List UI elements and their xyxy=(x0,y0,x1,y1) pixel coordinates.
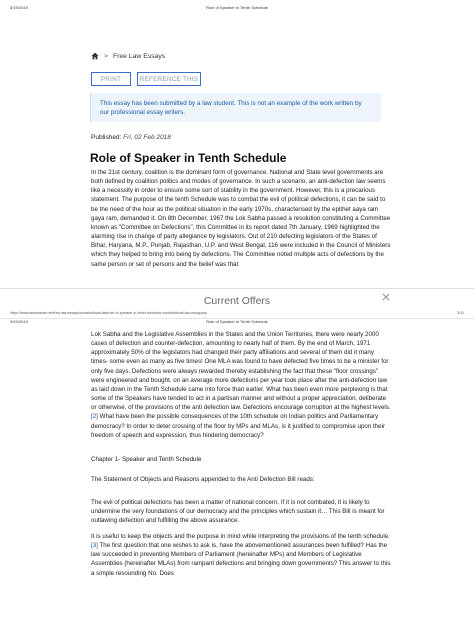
paragraph-2-text-a: Lok Sabha and the Legislative Assemblies in the States and the Union Territories, there were nearly 2000 cases of defection and counter-defection, amounting to nearly half of them. By the end of March, 1971 approximately 50% of the legislators had changed their party affiliations and several of them did it many times- some even as many as five times! One MLA was found to have defected five times to be a minister for only five days. Defections were always rewarded thereby establishing the fact that these "floor crossings" were engineered and bought. on an average more defections per year took place after the anti-defection law as laid down in the Tenth Schedule came into force than earlier. What has been even more perplexing is that some of the Speakers have tended to act in a partisan manner and without a proper appreciation, deliberate or otherwise, of the provisions of the anti defection law. Defections encourage corruption at the highest levels. xyxy=(91,331,391,412)
paragraph-5-text-a: It is useful to keep the objects and the purpose in mind while interpreting the provisions of the tenth schedule. xyxy=(91,533,390,540)
print-footer xyxy=(0,310,474,318)
print-header xyxy=(0,0,474,12)
statement-of-objects: The Statement of Objects and Reasons appended to the Anti Defection Bill reads: xyxy=(91,476,315,483)
print-page-2 xyxy=(0,318,474,632)
breadcrumb xyxy=(91,52,165,60)
breadcrumb-link-free-law-essays[interactable]: Free Law Essays xyxy=(112,52,166,60)
essay-paragraph-2 xyxy=(91,330,391,440)
print-button[interactable]: PRINT xyxy=(91,72,131,86)
action-buttons xyxy=(91,72,201,86)
chapter-heading: Chapter 1- Speaker and Tenth Schedule xyxy=(91,456,202,463)
home-icon[interactable] xyxy=(91,52,99,60)
paragraph-2-text-b: What have been the possible consequences of the 10th schedule on Indian politics and Parliamentary democracy? In order to deter crossing of the floor by MPs and MLAs, is it justified to compromise upon their freedom of speech and expression, thus hindering democracy? xyxy=(91,413,386,439)
essay-paragraph-5 xyxy=(91,532,391,578)
current-offers-title[interactable]: Current Offers xyxy=(203,295,271,307)
print-header-2 xyxy=(0,318,474,326)
reference-this-button[interactable]: REFERENCE THIS xyxy=(137,72,201,86)
breadcrumb-separator: > xyxy=(104,52,108,60)
close-icon[interactable] xyxy=(382,293,390,301)
paragraph-5-text-b: The first question that one wishes to ask is, have the abovementioned assurances been fulfilled? Has the law succeeded in preventing Members of Parliament (hereinafter MPs) and Members of Legislative Assemblies (hereinafter MLAs) from rampant defections and bringing down governments? This answer to this a simple resounding No. Does xyxy=(91,542,391,577)
student-essay-notice: This essay has been submitted by a law student. This is not an example of the work written by our professional essay writers. xyxy=(90,93,381,122)
print-title-2: Role of Speaker In Tenth Schedule xyxy=(206,319,268,324)
print-footer-url: https://www.lawteacher.net/free-law-essays/constitutional-law/role-of-speaker-in-tenth-schedule-constitutional-law-essay.php xyxy=(10,311,208,315)
footnote-ref-3[interactable]: [3] xyxy=(91,542,98,550)
published-line xyxy=(91,134,171,141)
essay-title: Role of Speaker in Tenth Schedule xyxy=(90,151,287,165)
print-date: 3/19/2019 xyxy=(10,5,28,10)
print-footer-page: 3/11 xyxy=(457,311,464,315)
footnote-ref-2[interactable]: [2] xyxy=(91,413,98,421)
essay-paragraph-1: In the 21st century, coalition is the dominant form of governance. National and State level governments are both defined by coalition politics and modes of governance. In such a scenario, an anti-defection law seems like a necessity in order to ensure some sort of stability in the government. However, this is a precarious statement. The purpose of the tenth Schedule was to combat the evil of political defections, it can be said to be the need of the hour as the political situation in the early 1970s, characterised by the epithet aaya ram gaya ram, demanded it. On 8th December, 1967 the Lok Sabha passed a resolution constituting a Committee known as "Committee on Defections", this Committee in its report dated 7th January, 1969 highlighted the alarming rise in change of party allegiance by legislators. Out of 210 defecting legislators of the States of Bihar, Haryana, M.P., Punjab, Rajasthan, U.P. and West Bengal, 116 were included in the Council of Ministers which they helped to bring into being by defections. The Committee noted multiple acts of defections by the same person or set of persons and the belief was that xyxy=(91,169,391,268)
print-title: Role of Speaker In Tenth Schedule xyxy=(206,5,268,10)
quoted-statement: The evil of political defections has been a matter of national concern. If it is not combated, it is likely to undermine the very foundations of our democracy and the principles which sustain it… This Bill is meant for outlawing defection and fulfilling the above assurance. xyxy=(91,499,385,525)
published-date: Fri, 02 Feb 2018 xyxy=(123,134,171,141)
print-date-2: 3/19/2019 xyxy=(10,319,28,324)
published-label: Published: xyxy=(91,134,122,141)
